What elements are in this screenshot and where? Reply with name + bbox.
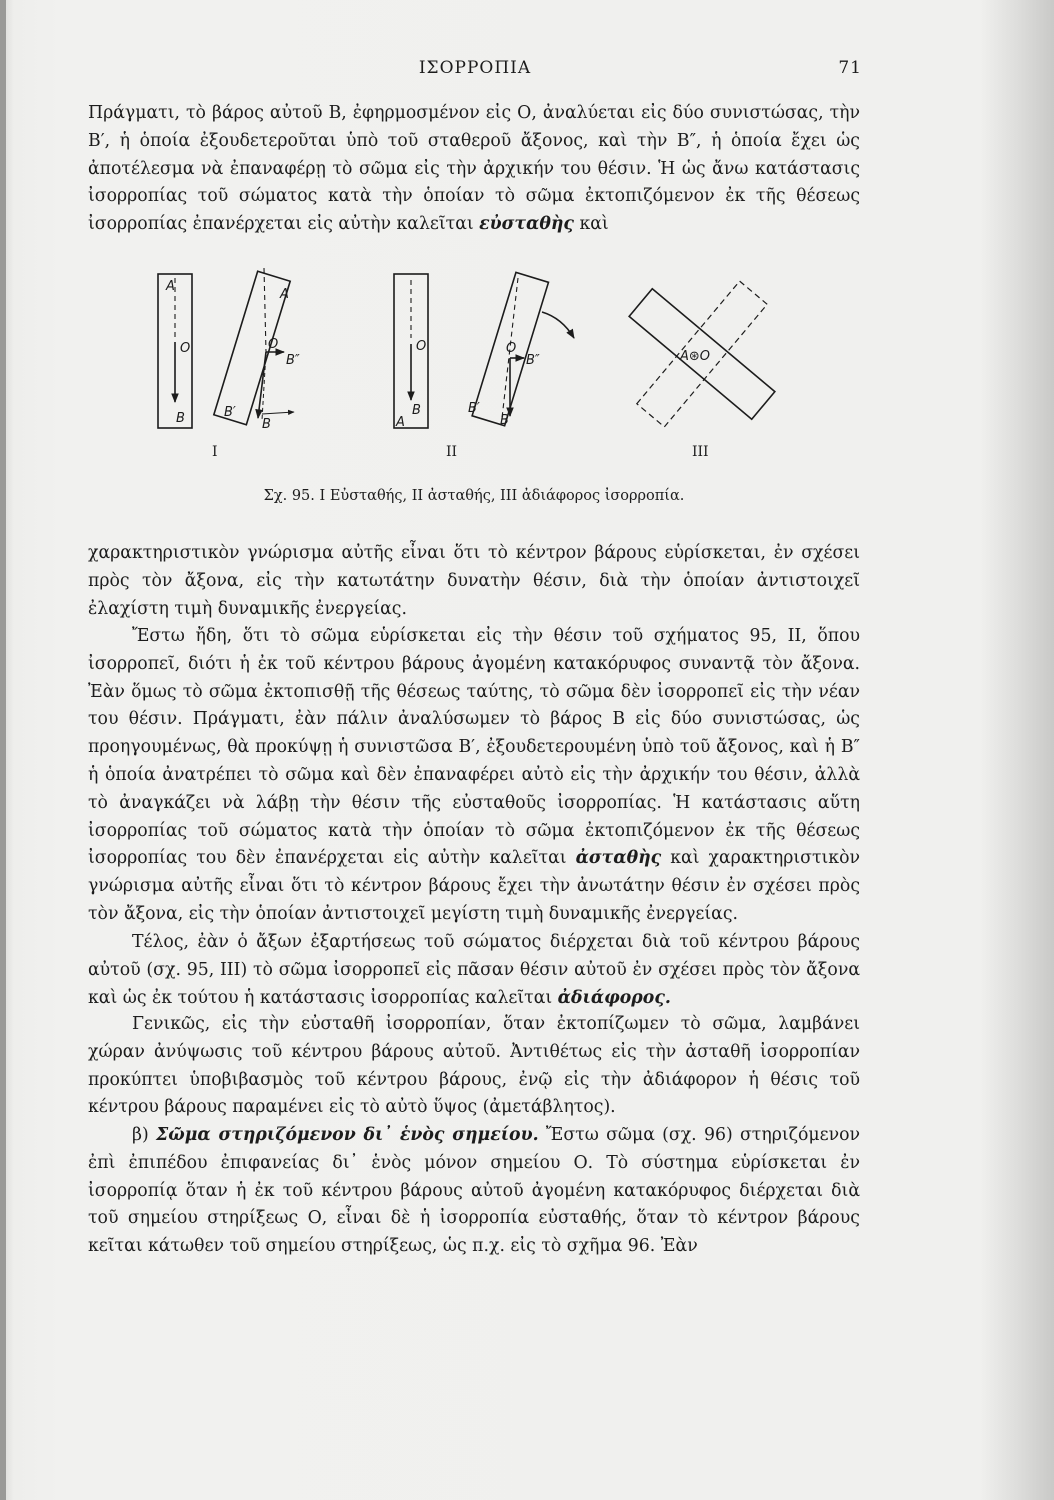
fig-label-o2: O — [268, 337, 279, 352]
paragraph-6-text: Ἔστω σῶμα (σχ. 96) στηριζόμενον ἐπὶ ἐπιπέδου ἐπιφανείας δι᾿ ἑνὸς μόνον σημείου Ο. Τὸ σύστημα εὑρίσκεται ἐν ἰσορροπίᾳ ὅταν ἡ ἐκ τοῦ κέντρου βάρους αὐτοῦ ἀγομένη κατακόρυφος διέρχεται διὰ τοῦ σημείου στηρίξεως Ο, εἶναι δὲ ἡ ἰσορροπία εὐσταθής, ὅταν τὸ κέντρον βάρους κεῖται κάτωθεν τοῦ σημείου στηρίξεως, ὡς π.χ. εἰς τὸ σχῆμα 96. Ἐὰν — [88, 1125, 861, 1257]
paragraph-2: χαρακτηριστικὸν γνώρισμα αὐτῆς εἶναι ὅτι τὸ κέντρον βάρους εὑρίσκεται, ἐν σχέσει πρὸς τὸν ἄξονα, εἰς τὴν κατωτάτην δυνατὴν θέσιν, διὰ τὴν ὁποίαν ἀντιστοιχεῖ ἐλαχίστη τιμὴ δυναμικῆς ἐνεργείας. — [88, 543, 860, 619]
fig-label-b3: B — [262, 417, 271, 432]
fig-label-a2: A — [280, 287, 289, 302]
term-stable: εὐσταθὴς — [479, 214, 574, 235]
fig-roman-i: I — [212, 444, 218, 460]
paragraph-3-end: καὶ χαρακτηριστικὸν γνώρισμα αὐτῆς εἶναι ὅτι τὸ κέντρον βάρους ἔχει τὴν ἀνωτάτην θέσιν ἐν σχέσει πρὸς τὸν ἄξονα, εἰς τὴν ὁποίαν ἀντιστοιχεῖ μεγίστη τιμὴ δυναμικῆς ἐνεργείας. — [88, 848, 860, 924]
page-edge — [0, 0, 6, 1500]
fig-label-b: B — [176, 411, 185, 426]
fig-label-o4: O — [506, 341, 517, 356]
fig-roman-iii: III — [692, 444, 709, 460]
fig-label-o3: O — [416, 339, 427, 354]
figure-caption: Σχ. 95. I Εὐσταθής, II ἀσταθής, III ἀδιάφορος ἰσορροπία. — [263, 488, 685, 504]
fig-i-tilted-bar — [214, 271, 290, 424]
paragraph-3 — [88, 623, 860, 929]
fig-label-ao: A⊛O — [680, 349, 711, 364]
paragraph-1 — [88, 100, 860, 239]
term-unstable: ἀσταθὴς — [575, 848, 662, 869]
fig-label-b7: B — [500, 413, 509, 428]
fig-label-b5: B″ — [526, 353, 540, 368]
fig-ii-rotation-arrow — [542, 312, 574, 338]
fig-label-a3: A — [396, 415, 405, 430]
fig-label-b2: B″ — [286, 353, 300, 368]
paragraph-4 — [88, 929, 860, 1012]
paragraph-3-text: Ἔστω ἤδη, ὅτι τὸ σῶμα εὑρίσκεται εἰς τὴν θέσιν τοῦ σχήματος 95, II, ὅπου ἰσορροπεῖ, διότι ἡ ἐκ τοῦ κέντρου βάρους ἀγομένη κατακόρυφος συναντᾷ τὸν ἄξονα. Ἐὰν ὅμως τὸ σῶμα ἐκτοπισθῇ τῆς θέσεως ταύτης, τὸ σῶμα δὲν ἰσορροπεῖ εἰς τὴν νέαν του θέσιν. Πράγματι, ἐὰν πάλιν ἀναλύσωμεν τὸ βάρος Β εἰς δύο συνιστώσας, ὡς προηγουμένως, θὰ προκύψῃ ἡ συνιστῶσα Β′, ἐξουδετερουμένη ὑπὸ τοῦ ἄξονος, καὶ ἡ Β″ ἡ ὁποία ἀνατρέπει τὸ σῶμα καὶ δὲν ἐπαναφέρει αὐτὸ εἰς τὴν ἀρχικήν του θέσιν, ἀλλὰ τὸ ἀναγκάζει νὰ λάβῃ τὴν θέσιν τῆς εὐσταθοῦς ἰσορροπίας. Ἡ κατάστασις αὕτη ἰσορροπίας τοῦ σώματος κατὰ τὴν ὁποίαν τὸ σῶμα ἐκτοπιζόμενον ἐκ τῆς θέσεως ἰσορροπίας του δὲν ἐπανέρχεται εἰς αὐτὴν καλεῖται — [88, 626, 860, 869]
fig-label-a: A — [166, 279, 175, 294]
fig-label-b6: B′ — [468, 401, 480, 416]
fig-label-o: O — [180, 341, 191, 356]
page-number: 71 — [838, 58, 862, 78]
section-heading: Σῶμα στηριζόμενον δι᾿ ἑνὸς σημείου. — [156, 1125, 539, 1145]
figure-95 — [150, 268, 830, 468]
fig-roman-ii: II — [446, 444, 458, 460]
term-indifferent: ἀδιάφορος. — [557, 987, 671, 1008]
paragraph-5 — [88, 1011, 860, 1122]
paragraph-6 — [88, 1122, 860, 1261]
fig-label-b4: B — [412, 403, 421, 418]
paragraph-1-end: καὶ — [579, 214, 609, 235]
paragraph-1-text: Πράγματι, τὸ βάρος αὐτοῦ Β, ἐφηρμοσμένον εἰς Ο, ἀναλύεται εἰς δύο συνιστώσας, τὴν Β′, ἡ ὁποία ἐξουδετεροῦται ὑπὸ τοῦ σταθεροῦ ἄξονος, καὶ τὴν Β″, ἡ ὁποία ἔχει ὡς ἀποτέλεσμα νὰ ἐπαναφέρῃ τὸ σῶμα εἰς τὴν ἀρχικήν του θέσιν. Ἡ ὡς ἄνω κατάστασις ἰσορροπίας τοῦ σώματος κατὰ τὴν ὁποίαν τὸ σῶμα ἐκτοπιζόμενον ἐκ τῆς θέσεως ἰσορροπίας ἐπανέρχεται εἰς αὐτὴν καλεῖται — [88, 103, 860, 235]
header-title: ΙΣΟΡΡΟΠΙΑ — [418, 58, 532, 78]
running-header — [88, 58, 862, 84]
paragraph-5-text: Γενικῶς, εἰς τὴν εὐσταθῆ ἰσορροπίαν, ὅταν ἐκτοπίζωμεν τὸ σῶμα, λαμβάνει χώραν ἀνύψωσις τοῦ κέντρου βάρους αὐτοῦ. Ἀντιθέτως εἰς τὴν ἀσταθῆ ἰσορροπίαν προκύπτει ὑποβιβασμὸς τοῦ κέντρου βάρους, ἐνῷ εἰς τὴν ἀδιάφορον ἡ θέσις τοῦ κέντρου βάρους παραμένει εἰς τὸ αὐτὸ ὕψος (ἀμετάβλητος). — [88, 1014, 860, 1118]
fig-label-b1: B′ — [224, 405, 236, 420]
paragraph-4-text: Τέλος, ἐὰν ὁ ἄξων ἐξαρτήσεως τοῦ σώματος διέρχεται διὰ τοῦ κέντρου βάρους αὐτοῦ (σχ. 95, III) τὸ σῶμα ἰσορροπεῖ εἰς πᾶσαν θέσιν αὐτοῦ ἐν σχέσει πρὸς τὸν ἄξονα καὶ ὡς ἐκ τούτου ἡ κατάστασις ἰσορροπίας καλεῖται — [88, 932, 860, 1008]
section-marker: β) — [132, 1125, 149, 1145]
